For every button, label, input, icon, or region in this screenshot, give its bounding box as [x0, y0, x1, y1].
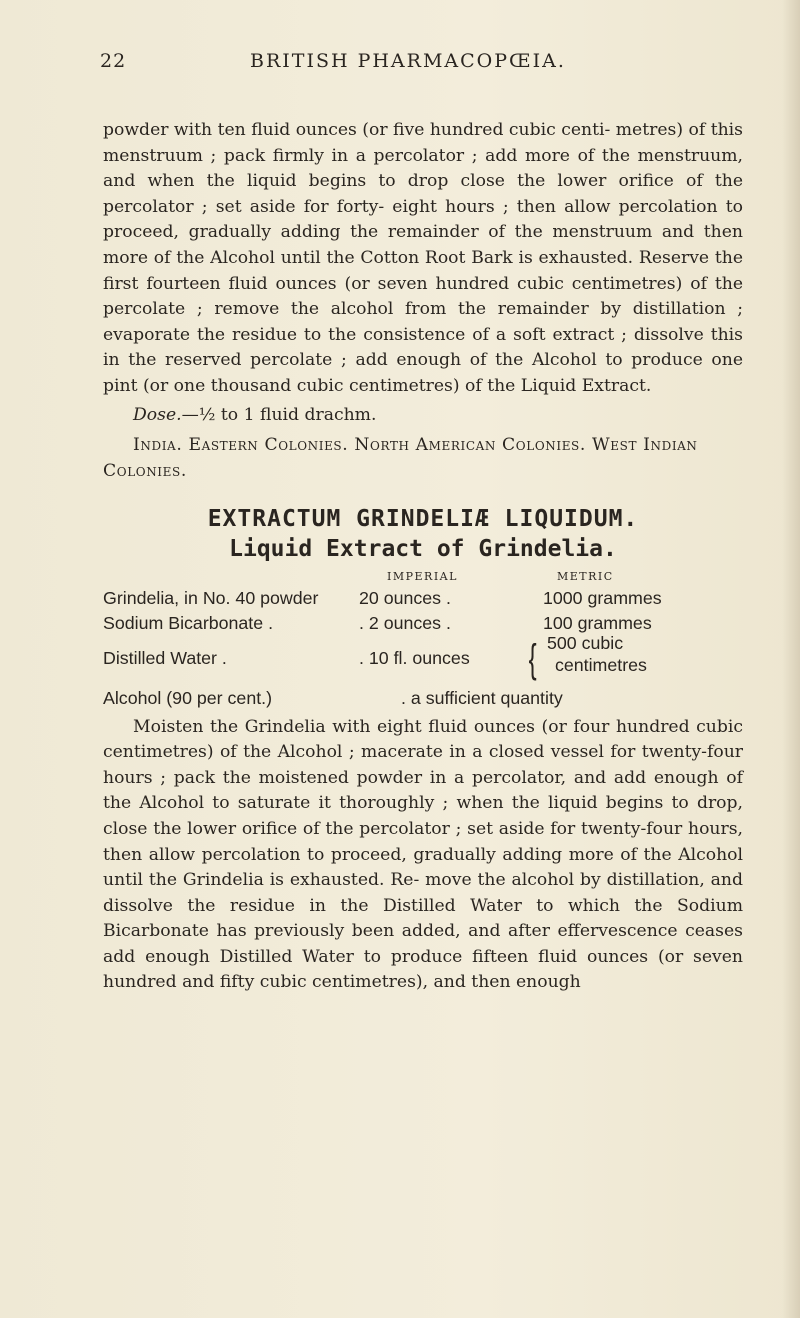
column-headers [103, 566, 743, 588]
page-body [103, 118, 743, 1013]
monograph-english-title: Liquid Extract of Grindelia. [229, 535, 617, 562]
dose-line [103, 402, 743, 428]
running-title: BRITISH PHARMACOPŒIA. [250, 50, 566, 72]
ingredient-metric: 1000 grammes [543, 587, 662, 608]
regions-line: India. Eastern Colonies. North American Colonies. West Indian Colonies. [103, 434, 698, 481]
ingredient-row [103, 588, 743, 613]
ingredient-metric-line-1: 500 cubic [547, 632, 624, 653]
method-paragraph: Moisten the Grindelia with eight fluid ounces (or four hundred cubic centimetres) of the Alcohol ; macerate in a closed vessel for twenty-four hours ; pack the moistened powder in a percolator, and add enough of the Alcohol to saturate it thoroughly ; when the liquid begins to drop, close the lower orifice of the percolator ; set aside for twenty-four hours, then allow percolation to proceed, gradually adding more of the Alcohol until the Grindelia is exhausted. Re- move the alcohol by distillation, and dissolve the residue in the Distilled Water to which the Sodium Bicarbonate has previously been added, and after effervescence ceases add enough Distilled Water to produce fifteen fluid ounces (or seven hundred and fifty cubic centimetres), and then enough [103, 716, 743, 993]
ingredient-quantity: . a sufficient quantity [401, 687, 563, 708]
dose-label: Dose. [133, 404, 182, 425]
brace-glyph: { [528, 636, 537, 681]
ingredient-row [103, 613, 743, 638]
dose-text: —½ to 1 fluid drachm. [181, 404, 377, 425]
ingredient-name: Sodium Bicarbonate . [103, 612, 274, 633]
ingredient-metric-line-2: centimetres [555, 654, 647, 675]
column-metric: METRIC [557, 569, 614, 583]
column-imperial: IMPERIAL [387, 569, 458, 583]
paragraph-continued: powder with ten fluid ounces (or five hundred cubic centi- metres) of this menstruum ; pack firmly in a percolator ; add more of the menstruum, and when the liquid begins to drop close the lower orifice of the percolator ; set aside for forty- eight hours ; then allow percolation to proceed, gradually adding the remainder of the menstruum and then more of the Alcohol until the Cotton Root Bark is exhausted. Reserve the first fourteen fluid ounces (or seven hundred cubic centimetres) of the percolate ; remove the alcohol from the remainder by distillation ; evaporate the residue to the consistence of a soft extract ; dissolve this in the reserved percolate ; add enough of the Alcohol to produce one pint (or one thousand cubic centimetres) of the Liquid Extract. [103, 120, 743, 396]
ingredient-imperial: . 2 ounces . [359, 612, 451, 633]
ingredient-row [103, 632, 743, 688]
ingredient-imperial: . 10 fl. ounces [359, 647, 470, 668]
ingredient-name: Distilled Water . [103, 647, 227, 668]
ingredient-imperial: 20 ounces . [359, 587, 451, 608]
running-header [100, 50, 750, 80]
monograph-latin-title: EXTRACTUM GRINDELIÆ LIQUIDUM. [207, 505, 639, 532]
page-edge-shadow [782, 0, 800, 1318]
ingredient-row [103, 688, 743, 713]
ingredient-name: Alcohol (90 per cent.) [103, 687, 273, 708]
page-number: 22 [100, 50, 127, 72]
ingredient-metric: 100 grammes [543, 612, 652, 633]
ingredient-name: Grindelia, in No. 40 powder [103, 587, 319, 608]
ingredient-metric [547, 632, 647, 676]
